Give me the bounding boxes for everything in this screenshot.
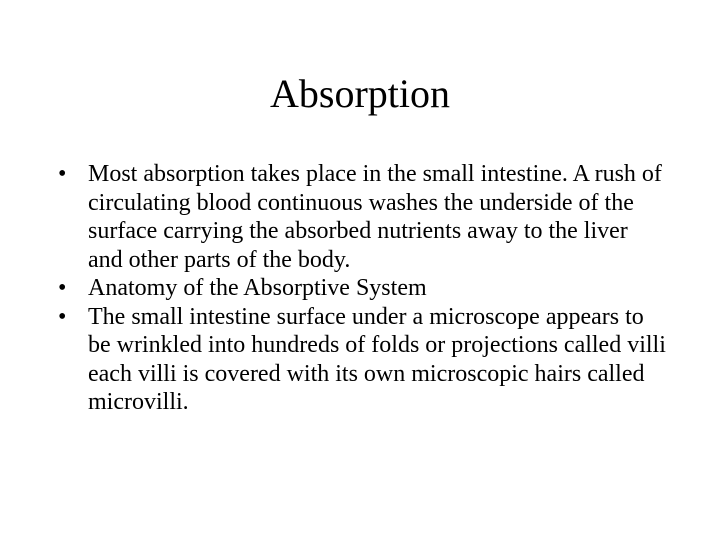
bullet-text: Anatomy of the Absorptive System bbox=[88, 275, 427, 301]
bullet-icon: • bbox=[58, 275, 67, 301]
bullet-text: Most absorption takes place in the small intestine. A rush of circulating blood continuous washes the underside of the surface carrying the absorbed nutrients away to the liver and other parts of the body. bbox=[88, 161, 662, 273]
bullet-icon: • bbox=[58, 303, 67, 330]
bullet-item bbox=[58, 160, 668, 274]
slide-title: Absorption bbox=[270, 71, 450, 116]
bullet-item bbox=[58, 303, 668, 417]
bullet-item bbox=[58, 274, 668, 303]
bullet-icon: • bbox=[58, 161, 67, 187]
bullet-text: The small intestine surface under a microscope appears to be wrinkled into hundreds of folds or projections called villi each villi is covered with its own microscopic hairs called microvilli. bbox=[88, 303, 666, 415]
bullet-list bbox=[58, 160, 668, 417]
